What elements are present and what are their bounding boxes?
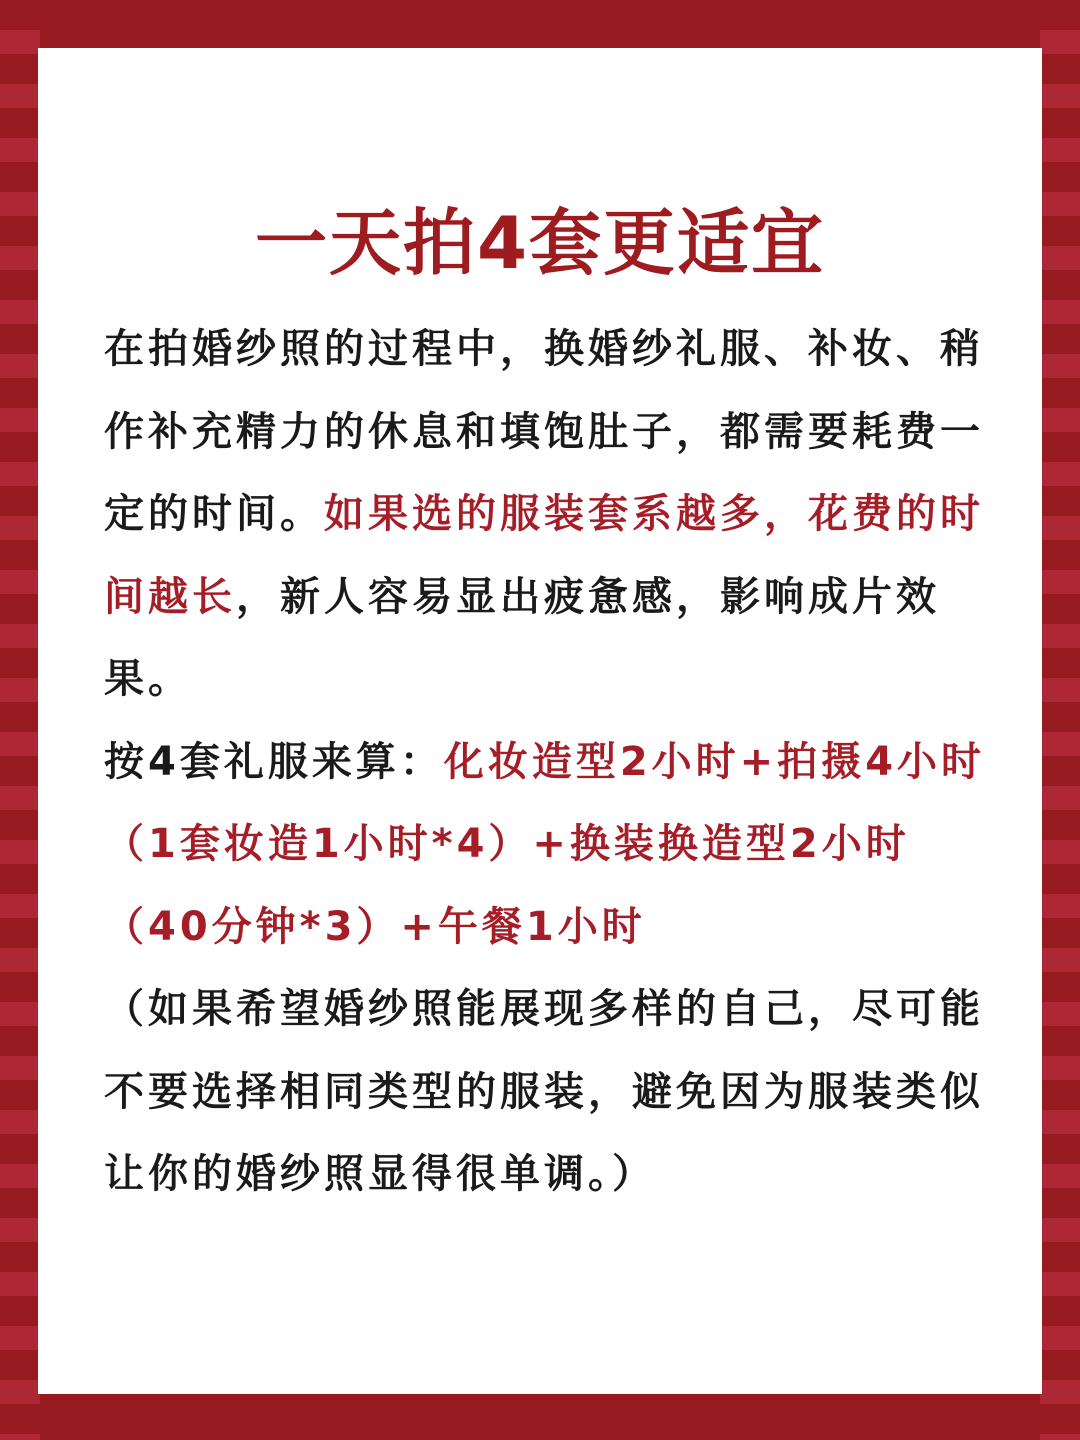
page-title: 一天拍4套更适宜: [254, 201, 826, 285]
schedule-label: 按4套礼服来算：: [104, 738, 444, 785]
paragraph-tip: （如果希望婚纱照能展现多样的自己，尽可能不要选择相同类型的服装，避免因为服装类似让你的婚纱照显得很单调。）: [104, 986, 984, 1197]
paragraph-intro-text-end: ，新人容易显出疲惫感，影响成片效果。: [104, 573, 940, 702]
schedule-breakdown: 化妆造型2小时+拍摄4小时（1套妆造1小时*4）+换装换造型2小时（40分钟*3）+午餐1小时: [104, 738, 986, 950]
paragraph-intro-highlight: 如果选的服装套系越多，花费的时间越长: [104, 491, 984, 620]
paragraph-schedule: [104, 721, 1004, 969]
frame-stripes-left: [0, 0, 40, 1440]
frame-stripes-right: [1040, 0, 1080, 1440]
content-card: [38, 48, 1042, 1394]
article-body: [104, 308, 1004, 1216]
paragraph-intro-text: 在拍婚纱照的过程中，换婚纱礼服、补妆、稍作补充精力的休息和填饱肚子，都需要耗费一定的时间。: [104, 326, 984, 537]
paragraph-intro: [104, 308, 1004, 721]
